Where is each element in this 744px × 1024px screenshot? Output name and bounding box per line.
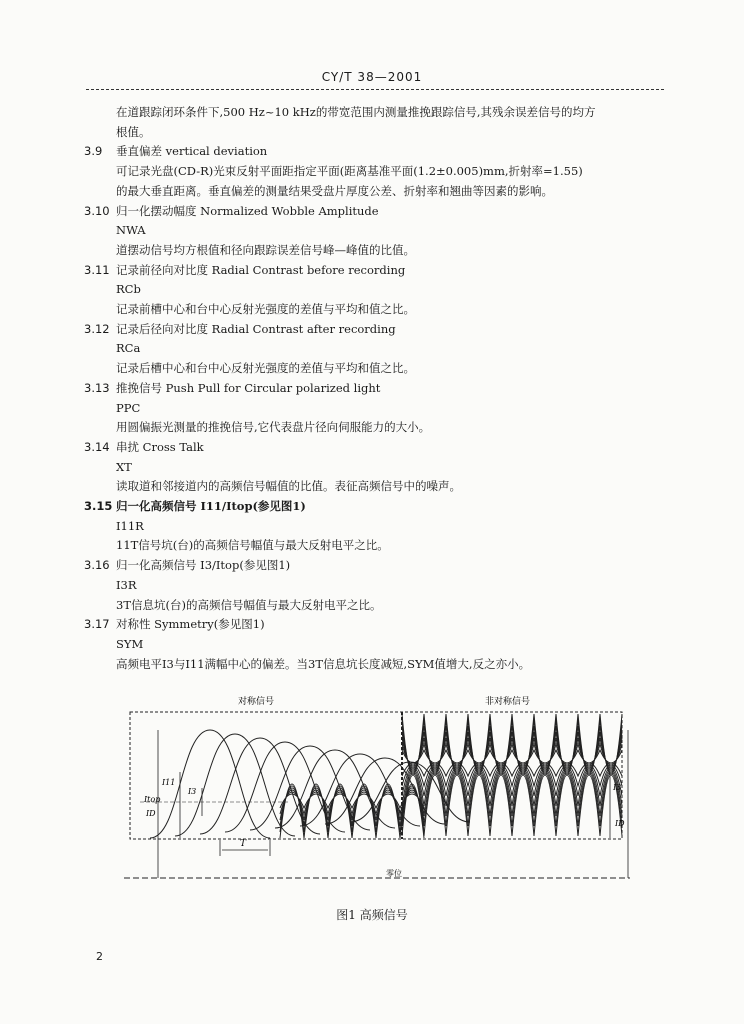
section-heading: 推挽信号 Push Pull for Circular polarized light bbox=[116, 381, 381, 395]
symmetric-wave-curve bbox=[175, 734, 295, 836]
body-text-line: 在道跟踪闭环条件下,500 Hz~10 kHz的带宽范围内测量推挽跟踪信号,其残余误差信号的均方 bbox=[116, 105, 596, 119]
label-I3: I3 bbox=[188, 787, 197, 796]
asymmetric-eye-curve bbox=[402, 750, 622, 763]
section-number: 3.11 bbox=[84, 263, 110, 277]
asymmetric-eye-curve bbox=[402, 773, 622, 826]
section-heading: 记录前径向对比度 Radial Contrast before recording bbox=[116, 263, 406, 277]
body-text-line: 记录前槽中心和台中心反射光强度的差值与平均和值之比。 bbox=[116, 302, 415, 316]
body-text-line: 记录后槽中心和台中心反射光强度的差值与平均和值之比。 bbox=[116, 361, 415, 375]
asymmetric-eye-curve bbox=[402, 744, 622, 765]
figure-high-frequency-signal bbox=[110, 690, 645, 890]
section-number: 3.14 bbox=[84, 440, 110, 454]
section-heading: 归一化高频信号 I3/Itop(参见图1) bbox=[116, 558, 291, 572]
body-text-line: 道摆动信号均方根值和径向跟踪误差信号峰—峰值的比值。 bbox=[116, 243, 415, 257]
body-text-line: NWA bbox=[116, 223, 146, 237]
label-I3-right: I3 bbox=[613, 783, 622, 792]
section-number: 3.17 bbox=[84, 617, 110, 631]
section-heading: 记录后径向对比度 Radial Contrast after recording bbox=[116, 322, 396, 336]
body-text-line: PPC bbox=[116, 401, 141, 415]
body-text-line: 3T信息坑(台)的高频信号幅值与最大反射电平之比。 bbox=[116, 598, 382, 612]
label-symmetric: 对称信号 bbox=[238, 697, 275, 707]
body-text-line: 的最大垂直距离。垂直偏差的测量结果受盘片厚度公差、折射率和翘曲等因素的影响。 bbox=[116, 184, 553, 198]
section-heading: 归一化高频信号 I11/Itop(参见图1) bbox=[116, 499, 306, 513]
header-rule bbox=[86, 89, 664, 90]
body-text-line: SYM bbox=[116, 637, 144, 651]
body-text-line: I3R bbox=[116, 578, 137, 592]
section-heading: 对称性 Symmetry(参见图1) bbox=[116, 617, 265, 631]
label-asymmetric: 非对称信号 bbox=[485, 697, 531, 707]
label-ID: ID bbox=[146, 809, 156, 818]
symmetric-wave-curve bbox=[250, 746, 370, 830]
body-text-line: RCb bbox=[116, 282, 141, 296]
label-T: T bbox=[240, 839, 247, 849]
page-number: 2 bbox=[96, 950, 103, 963]
page-header: CY/T 38—2001 bbox=[321, 70, 423, 84]
label-ID-right: ID bbox=[615, 819, 625, 828]
asymmetric-waves bbox=[402, 714, 622, 836]
body-text-line: 可记录光盘(CD-R)光束反射平面距指定平面(距离基准平面(1.2±0.005)mm,折射率=1.55) bbox=[116, 164, 583, 178]
body-text-line: I11R bbox=[116, 519, 144, 533]
label-Itop: Itop bbox=[144, 795, 161, 804]
section-heading: 垂直偏差 vertical deviation bbox=[116, 144, 268, 158]
section-number: 3.13 bbox=[84, 381, 110, 395]
label-I11: I11 bbox=[162, 778, 176, 787]
section-number: 3.9 bbox=[84, 144, 103, 158]
section-number: 3.15 bbox=[84, 499, 113, 513]
section-heading: 串扰 Cross Talk bbox=[116, 440, 204, 454]
figure-caption: 图1 高频信号 bbox=[336, 908, 408, 922]
body-text-line: 用圆偏振光测量的推挽信号,它代表盘片径向伺服能力的大小。 bbox=[116, 420, 431, 434]
section-heading: 归一化摆动幅度 Normalized Wobble Amplitude bbox=[116, 204, 379, 218]
body-text-line: 读取道和邻接道内的高频信号幅值的比值。表征高频信号中的噪声。 bbox=[116, 479, 461, 493]
body-text-line: 11T信号坑(台)的高频信号幅值与最大反射电平之比。 bbox=[116, 538, 389, 552]
section-number: 3.12 bbox=[84, 322, 110, 336]
body-text-line: XT bbox=[116, 460, 132, 474]
body-text-line: 根值。 bbox=[116, 125, 151, 139]
body-text-line: RCa bbox=[116, 341, 141, 355]
section-number: 3.10 bbox=[84, 204, 110, 218]
section-number: 3.16 bbox=[84, 558, 110, 572]
body-text-line: 高频电平I3与I11满幅中心的偏差。当3T信息坑长度减短,SYM值增大,反之亦小。 bbox=[116, 657, 531, 671]
label-zero: 零位 bbox=[386, 869, 402, 878]
